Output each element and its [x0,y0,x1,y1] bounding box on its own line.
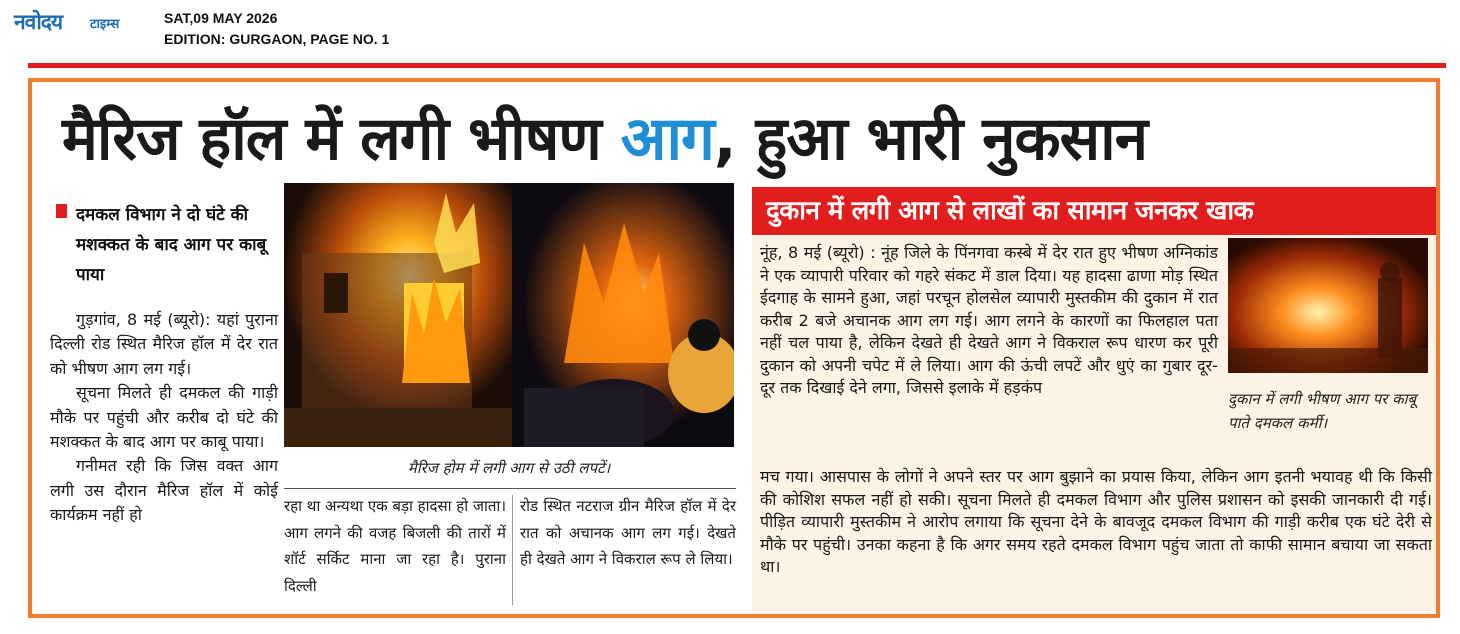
top-rule [28,63,1446,68]
story2-text-bottom: मच गया। आसपास के लोगों ने अपने स्तर पर आग बुझाने का प्रयास किया, लेकिन आग इतनी भयावह थी कि किसी की कोशिश सफल नहीं हो सकी। सूचना मिलते ही दमकल विभाग और पुलिस प्रशासन को इसकी जानकारी दी गई। पीड़ित व्यापारी मुस्तकीम ने आरोप लगाया कि सूचना देने के बावजूद दमकल विभाग की गाड़ी करीब एक घंटे देरी से मौके पर पहुंची। उनका कहना है कि अगर समय रहते दमकल विभाग पहुंच जाता तो काफी सामान बचाया जा सकता था। [760,467,1433,576]
headline-part2: , हुआ भारी नुकसान [713,104,1147,174]
photo-caption: मैरिज होम में लगी आग से उठी लपटें। [407,459,611,477]
edition-page: EDITION: GURGAON, PAGE NO. 1 [164,31,390,47]
subhead-bullet-icon [56,204,67,218]
edition-date: SAT,09 MAY 2026 [164,10,278,26]
headline-highlight: आग [620,104,714,174]
masthead [0,0,1460,62]
story1-column3: रोड स्थित नटराज ग्रीन मैरिज हॉल में देर रात को अचानक आग लग गई। देखते ही देखते आग ने विकराल रूप ले लिया। [520,497,736,569]
fire-photo[interactable] [284,183,734,447]
story1-column1 [50,308,278,528]
edition-info [164,8,389,50]
shop-photo-caption: दुकान में लगी भीषण आग पर काबू पाते दमकल कर्मी। [1228,390,1417,432]
main-headline [62,96,1147,182]
shop-fire-photo[interactable] [1228,238,1428,373]
story2-text-top: नूंह, 8 मई (ब्यूरो) : नूंह जिले के पिंनगवा कस्बे में देर रात हुए भीषण अग्निकांड ने एक व्यापारी परिवार को गहरे संकट में डाल दिया। यह हादसा ढाणा मोड़ स्थित ईदगाह के सामने हुआ, जहां परचून होलसेल व्यापारी मुस्तकीम की दुकान में रात करीब 2 बजे अचानक आग लग गई। आग लगने के कारणों का फिलहाल पता नहीं चल पाया है, लेकिन देखते ही देखते आग ने विकराल रूप धारण कर पूरी दुकान को अपनी चपेट में ले लिया। आग की ऊंची लपटें और धुएं का गुबार दूर-दूर तक दिखाई देने लगा, जिससे इलाके में हड़कंप [760,243,1218,397]
story1-para2: सूचना मिलते ही दमकल की गाड़ी मौके पर पहुंची और करीब दो घंटे की मशक्कत के बाद आग पर काबू पाया। [50,383,278,452]
newspaper-logo[interactable] [14,8,138,34]
column-divider [512,495,513,605]
story2-headline: दुकान में लगी आग से लाखों का सामान जनकर खाक [752,187,1436,235]
story1-para1: गुड़गांव, 8 मई (ब्यूरो): यहां पुराना दिल्ली रोड स्थित मैरिज हॉल में देर रात को भीषण आग लग गई। [50,310,278,378]
story1-column2: रहा था अन्यथा एक बड़ा हादसा हो जाता। आग लगने की वजह बिजली की तारों में शॉर्ट सर्किट माना जा रहा है। पुराना दिल्ली [284,497,507,595]
headline-part1: मैरिज हॉल में लगी भीषण [62,104,621,174]
story1-para3: गनीमत रही कि जिस वक्त आग लगी उस दौरान मैरिज हॉल में कोई कार्यक्रम नहीं हो [50,456,278,525]
shop-fire-image [1228,238,1428,373]
logo-sub-text: टाइम्स [90,17,120,32]
logo-main-text: नवोदय [14,10,63,34]
story1-subhead: दमकल विभाग ने दो घंटे की मशक्कत के बाद आग पर काबू पाया [76,205,267,285]
fire-photo-image [284,183,734,447]
caption-rule [284,488,736,489]
